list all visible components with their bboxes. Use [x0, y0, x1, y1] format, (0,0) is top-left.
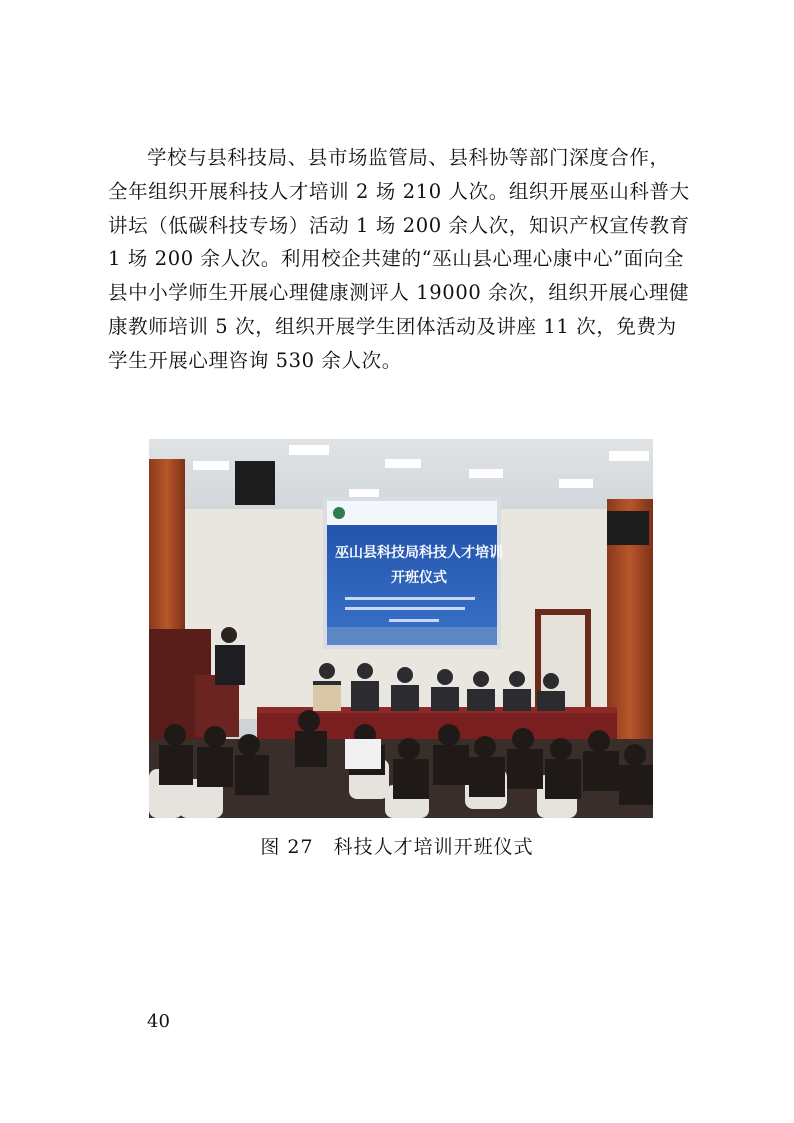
- page-number: 40: [147, 1011, 170, 1032]
- paragraph-line: 县中小学师生开展心理健康测评人 19000 余次，组织开展心理健: [108, 281, 690, 305]
- figure-caption: 图 27 科技人才培训开班仪式: [260, 836, 534, 858]
- paragraph-line: 1 场 200 余人次。利用校企共建的“巫山县心理心康中心”面向全: [108, 247, 684, 271]
- body-paragraph: [108, 141, 690, 378]
- paragraph-line: 学生开展心理咨询 530 余人次。: [108, 348, 402, 372]
- paragraph-line: 学校与县科技局、县市场监管局、县科协等部门深度合作，: [147, 146, 670, 169]
- paragraph-line: 全年组织开展科技人才培训 2 场 210 人次。组织开展巫山科普大: [108, 179, 690, 203]
- paragraph-line: 康教师培训 5 次，组织开展学生团体活动及讲座 11 次，免费为: [108, 314, 677, 338]
- screen-title-line2: 开班仪式: [391, 570, 447, 586]
- screen-title-line1: 巫山县科技局科技人才培训: [335, 545, 503, 561]
- event-photo: [149, 439, 653, 818]
- paragraph-line: 讲坛（低碳科技专场）活动 1 场 200 余人次，知识产权宣传教育: [108, 213, 690, 237]
